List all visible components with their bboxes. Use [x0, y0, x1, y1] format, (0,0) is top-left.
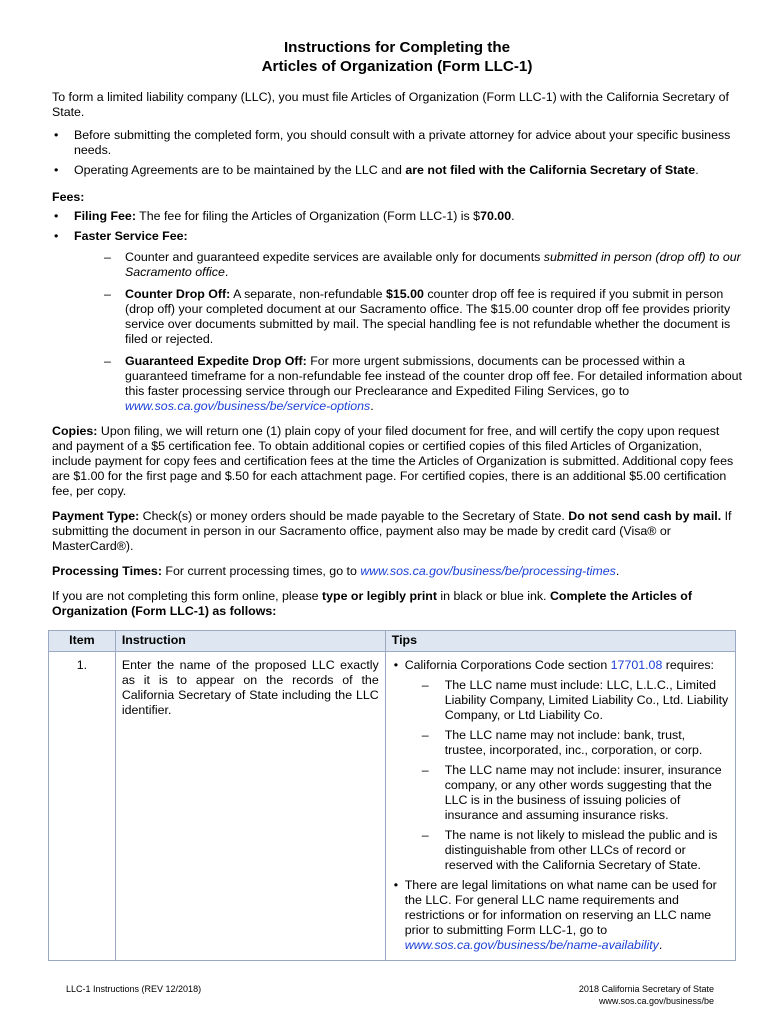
complete-text-2: in black or blue ink.	[436, 589, 550, 603]
counter-drop-off-item	[104, 287, 742, 347]
filing-fee-amount: 70.00	[480, 209, 512, 223]
filing-fee-end: .	[511, 209, 515, 223]
bullet-consult-attorney: • Before submitting the completed form, you should consult with a private attorney for advice about your specific business needs.	[52, 128, 742, 158]
row-item-number: 1.	[49, 652, 116, 961]
payment-paragraph	[52, 509, 742, 554]
table-header-row	[49, 631, 736, 652]
bullet-operating-agreements	[52, 163, 742, 178]
filing-fee-label: Filing Fee:	[74, 209, 136, 223]
payment-text-1: Check(s) or money orders should be made payable to the Secretary of State.	[139, 509, 569, 523]
counter-expedite-italic: submitted in person (drop off) to our Sacramento office	[125, 250, 741, 279]
header-tips: Tips	[385, 631, 735, 652]
faster-service-item	[52, 229, 742, 414]
requirement-may-not-include-insurer: – The LLC name may not include: insurer, insurance company, or any other words suggesting that the LLC is in the business of issuing policies of insurance and assuming insurance risks.	[422, 763, 729, 823]
complete-bold-2: Complete the Articles of Organization (Form LLC-1) as follows:	[52, 589, 692, 618]
footer-website: www.sos.ca.gov/business/be	[598, 996, 714, 1006]
counter-drop-off-text-1: A separate, non-refundable	[230, 287, 386, 301]
footer-copyright	[579, 983, 714, 1007]
fees-heading: Fees:	[52, 190, 85, 204]
payment-label: Payment Type:	[52, 509, 140, 523]
bullet-text: Operating Agreements are to be maintained by the LLC and	[74, 163, 406, 177]
row-tips	[385, 652, 735, 961]
payment-no-cash: Do not send cash by mail.	[568, 509, 722, 523]
title-line-1: Instructions for Completing the	[283, 39, 511, 56]
filing-fee-text: The fee for filing the Articles of Organization (Form LLC-1) is $	[135, 209, 481, 223]
tip-limitations-end: .	[658, 938, 663, 952]
counter-expedite-end: .	[224, 265, 229, 279]
processing-end: .	[615, 564, 620, 578]
footer-revision: LLC-1 Instructions (REV 12/2018)	[66, 984, 202, 994]
header-instruction: Instruction	[115, 631, 385, 652]
expedite-drop-off-end: .	[370, 399, 374, 413]
counter-drop-off-amount: $15.00	[386, 287, 424, 301]
bullet-emphasis: are not filed with the California Secretary of State	[405, 163, 696, 177]
fees-list	[52, 209, 742, 414]
complete-bold-1: type or legibly print	[322, 589, 437, 603]
faster-service-label: Faster Service Fee:	[74, 229, 188, 243]
payment-text-2: If submitting the document in person in our Sacramento office, payment also may be made by credit card (Visa® or MasterCard®).	[52, 509, 732, 553]
intro-bullets	[52, 128, 742, 178]
tip-corporations-code	[392, 658, 729, 873]
tip-code-end: requires:	[662, 658, 714, 672]
processing-text: For current processing times, go to	[161, 564, 361, 578]
expedite-drop-off-text: For more urgent submissions, documents can be processed within a guaranteed timeframe for a non-refundable fee instead of the counter drop off fee. For detailed information about this faster processing service through our Preclearance and Expedited Filing Services, go to	[125, 354, 742, 398]
expedite-drop-off-label: Guaranteed Expedite Drop Off:	[125, 354, 307, 368]
processing-label: Processing Times:	[52, 564, 162, 578]
processing-paragraph	[52, 564, 742, 579]
tip-legal-limitations	[392, 878, 729, 953]
tip-code-text: California Corporations Code section	[404, 658, 611, 672]
copies-paragraph	[52, 424, 742, 499]
code-section-link[interactable]: 17701.08	[610, 658, 663, 672]
name-requirements-list	[405, 678, 729, 873]
tips-list	[392, 658, 729, 953]
header-item: Item	[49, 631, 116, 652]
footer-copyright-line: 2018 California Secretary of State	[578, 984, 714, 994]
counter-expedite-text: Counter and guaranteed expedite services are available only for documents	[125, 250, 544, 264]
row-instruction: Enter the name of the proposed LLC exactly as it is to appear on the records of the California Secretary of State including the LLC identifier.	[115, 652, 385, 961]
filing-fee-item	[52, 209, 742, 224]
complete-paragraph	[52, 589, 742, 619]
requirement-not-misleading: – The name is not likely to mislead the public and is distinguishable from other LLCs of record or reserved with the California Secretary of State.	[422, 828, 729, 873]
expedite-drop-off-item	[104, 354, 742, 414]
copies-text: Upon filing, we will return one (1) plain copy of your filed document for free, and will certify the copy upon request and payment of a $5 certification fee. To obtain additional copies or certified copies of this filed Articles of Organization, include payment for copy fees and certification fees at the time the Articles of Organization is submitted. Additional copy fees are $1.00 for the first page and $.50 for each attachment page. For certified copies, there is an additional $5.00 certification fee, per copy.	[52, 424, 734, 498]
title-line-2: Articles of Organization (Form LLC-1)	[261, 58, 533, 75]
page-title	[52, 38, 742, 76]
table-row	[49, 652, 736, 961]
processing-times-link[interactable]: www.sos.ca.gov/business/be/processing-times	[360, 564, 616, 578]
counter-drop-off-label: Counter Drop Off:	[125, 287, 231, 301]
name-availability-link[interactable]: www.sos.ca.gov/business/be/name-availability	[404, 938, 659, 952]
requirement-may-not-include-bank: – The LLC name may not include: bank, trust, trustee, incorporated, inc., corporation, or corp.	[422, 728, 729, 758]
instructions-table	[48, 630, 736, 961]
tip-limitations-text: There are legal limitations on what name can be used for the LLC. For general LLC name requirements and restrictions or for information on reserving an LLC name prior to submitting Form LLC-1, go to	[404, 878, 717, 937]
complete-text-1: If you are not completing this form online, please	[52, 589, 322, 603]
counter-drop-off-text-2: counter drop off fee is required if you submit in person (drop off) your completed document at our Sacramento office. The $15.00 counter drop off fee provides priority service over documents submitted by mail. The special handling fee is not refundable whether the document is filed or rejected.	[125, 287, 731, 346]
bullet-end: .	[695, 163, 699, 177]
counter-expedite-item	[104, 250, 742, 280]
requirement-must-include: – The LLC name must include: LLC, L.L.C., Limited Liability Company, Limited Liability Co., Ltd. Liability Company, or Ltd Liability Co.	[422, 678, 729, 723]
faster-service-list	[74, 250, 742, 414]
service-options-link[interactable]: www.sos.ca.gov/business/be/service-options	[125, 399, 371, 413]
copies-label: Copies:	[52, 424, 98, 438]
instructions-page	[52, 38, 742, 961]
intro-paragraph: To form a limited liability company (LLC), you must file Articles of Organization (Form LLC-1) with the California Secretary of State.	[52, 90, 729, 119]
